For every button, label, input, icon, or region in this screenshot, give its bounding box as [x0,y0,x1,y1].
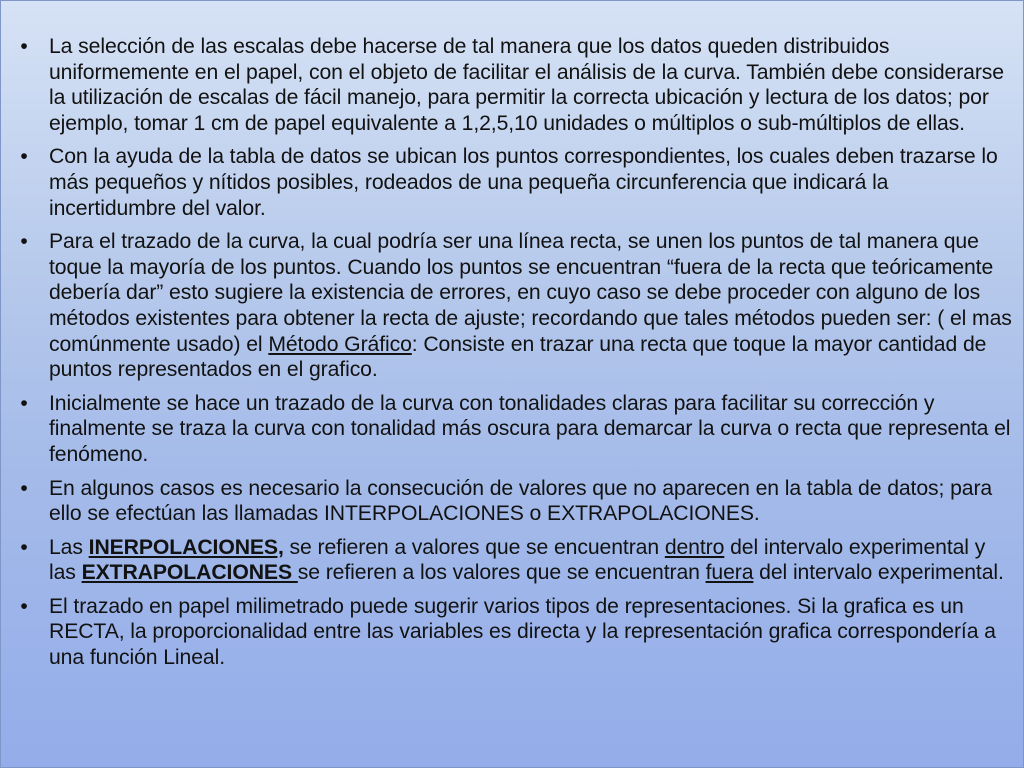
bullet-item-escalas [11,34,1015,136]
text-segment: del intervalo experimental y las [49,535,986,585]
bullet-text: En algunos casos es necesario la consecución de valores que no aparecen en la tabla de datos; para ello se efectúan las llamadas INTERPOLACIONES o EXTRAPOLACIONES. [49,476,993,526]
text-segment: Las [49,535,89,559]
term-extrapolaciones: EXTRAPOLACIONES [81,561,298,585]
metodo-grafico-link[interactable]: Método Gráfico [268,332,412,356]
bullet-text: La selección de las escalas debe hacerse de tal manera que los datos queden distribuidos uniformemente en el papel, con el objeto de facilitar el análisis de la curva. También debe considerarse la utilización de escalas de fácil manejo, para permitir la correcta ubicación y lectura de los datos; por ejemplo, tomar 1 cm de papel equivalente a 1,2,5,10 unidades o múltiplos o sub-múltiplos de ellas. [49,35,1004,135]
bullet-text: El trazado en papel milimetrado puede sugerir varios tipos de representaciones. Si la grafica es un RECTA, la proporcionalidad entre las variables es directa y la representación grafica correspondería a una función Lineal. [49,594,996,670]
bullet-text-part1: Para el trazado de la curva, la cual podría ser una línea recta, se unen los puntos de tal manera que toque la mayoría de los puntos. Cuando los puntos se encuentran “fuera de la recta que teóricamente debería dar” esto sugiere la existencia de errores, en cuyo caso se debe proceder con alguno de los métodos existentes para obtener la recta de ajuste; recordando que tales métodos pueden ser: ( el mas comúnmente usado) el [49,230,1012,356]
bullet-item-trazado-curva [11,229,1015,383]
bullet-item-inicialmente [11,391,1015,468]
bullet-item-papel-milimetrado [11,594,1015,671]
bullet-item-consecucion [11,476,1015,527]
bullet-dot: • [20,145,28,169]
bullet-item-interpolaciones [11,535,1015,586]
bullet-dot: • [20,35,28,58]
bullet-list [11,34,1015,679]
text-segment: se refieren a valores que se encuentran [283,535,665,559]
bullet-dot: • [20,476,28,500]
bullet-dot: • [20,535,28,559]
bullet-text: Con la ayuda de la tabla de datos se ubican los puntos correspondientes, los cuales deben trazarse lo más pequeños y nítidos posibles, rodeados de una pequeña circunferencia que indicará la incertidumbre del valor. [49,145,998,220]
bullet-dot: • [20,230,28,254]
term-interpolaciones: INERPOLACIONES, [88,535,284,559]
bullet-dot: • [20,391,28,415]
text-segment: del intervalo experimental. [753,561,1004,585]
bullet-text-part2: : Consiste en trazar una recta que toque la mayor cantidad de puntos representados en el grafico. [49,332,987,382]
bullet-dot: • [20,594,28,618]
text-segment: se refieren a los valores que se encuentran [297,561,706,585]
bullet-item-puntos [11,144,1015,221]
word-dentro: dentro [664,535,725,559]
word-fuera: fuera [705,561,754,585]
bullet-text: Inicialmente se hace un trazado de la curva con tonalidades claras para facilitar su corrección y finalmente se traza la curva con tonalidad más oscura para demarcar la curva o recta que representa el fenómeno. [49,391,1011,466]
